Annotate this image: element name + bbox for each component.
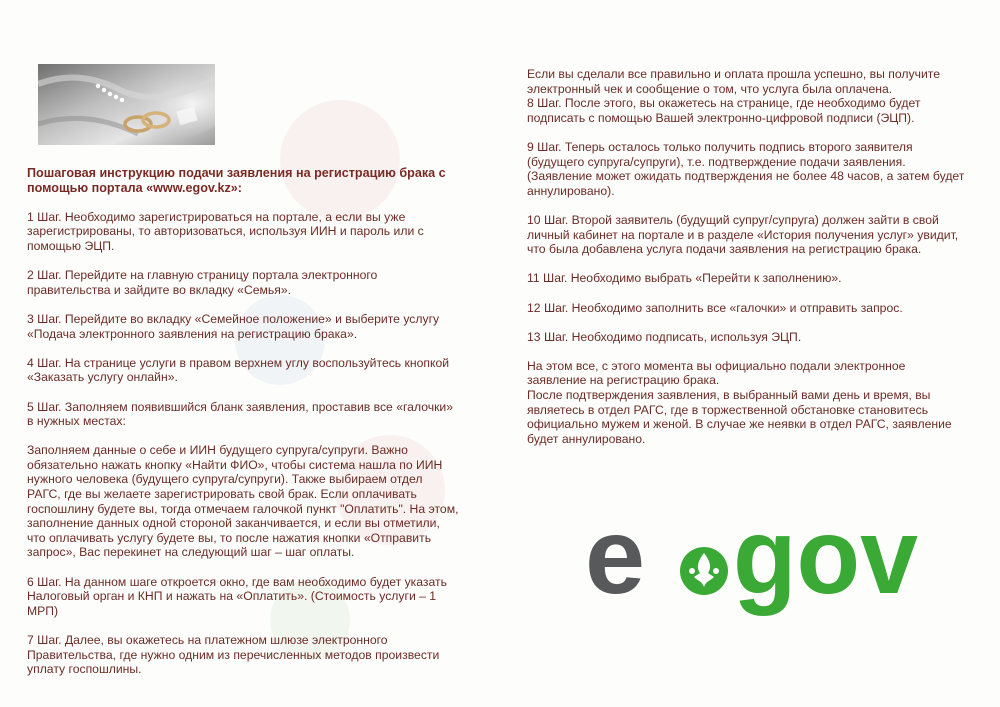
emblem-icon bbox=[680, 547, 728, 595]
step-11: 11 Шаг. Необходимо выбрать «Перейти к заполнению». bbox=[527, 271, 842, 286]
wedding-rings-photo bbox=[38, 64, 215, 145]
step-5-details: Заполняем данные о себе и ИИН будущего супруга/супруги. Важно обязательно нажать кнопку «Найти ФИО», чтобы система нашла по ИИН нужного человека (будущего супруга/супруги). Также выбираем отдел РАГС, где вы желаете зарегистрировать свой брак. Если оплачивать госпошлину будете вы, тогда отмечаем галочкой пункт "Оплатить". На этом, заполнение данных одной стороной заканчивается, и если вы отметили, что оплачивать услугу будете вы, то после нажатия кнопки «Отправить запрос», Вас перекинет на следующий шаг – шаг оплаты. bbox=[27, 443, 459, 560]
step-7: 7 Шаг. Далее, вы окажетесь на платежном шлюзе электронного Правительства, где нужно одним из перечисленных методов произвести уплату госпошлины. bbox=[27, 633, 440, 677]
step-10: 10 Шаг. Второй заявитель (будущий супруг/супруга) должен зайти в свой личный кабинет на портале и в разделе «История получения услуг» увидит, что была добавлена услуга подачи заявления на регистрацию брака. bbox=[527, 212, 959, 257]
step-13: 13 Шаг. Необходимо подписать, используя ЭЦП. bbox=[527, 329, 802, 344]
step-1: 1 Шаг. Необходимо зарегистрироваться на портале, а если вы уже зарегистрированы, то авторизоваться, используя ИИН и пароль или с помощью ЭЦП. bbox=[27, 209, 424, 253]
left-column bbox=[27, 166, 459, 691]
step-12: 12 Шаг. Необходимо заполнить все «галочки» и отправить запрос. bbox=[527, 300, 903, 315]
step-3: 3 Шаг. Перейдите во вкладку «Семейное положение» и выберите услугу «Подача электронного заявления на регистрацию брака». bbox=[27, 311, 440, 341]
step-5: 5 Шаг. Заполняем появившийся бланк заявления, проставив все «галочки» в нужных местах: bbox=[27, 399, 453, 429]
right-column bbox=[527, 67, 967, 461]
payment-success-and-step-8: Если вы сделали все правильно и оплата прошла успешно, вы получите электронный чек и сообщение о том, что услуга была оплачена. 8 Шаг. После этого, вы окажетесь на странице, где необходимо будет подписать с помощью Вашей электронно-цифровой подписи (ЭЦП). bbox=[527, 67, 940, 125]
logo-text-gov: gov bbox=[733, 505, 918, 616]
step-2: 2 Шаг. Перейдите на главную страницу портала электронного правительства и зайдите во вкладку «Семья». bbox=[27, 268, 378, 297]
step-9: 9 Шаг. Теперь осталось только получить подпись второго заявителя (будущего супруга/супруги), т.е. подтверждение подачи заявления. (Заявление может ожидать подтверждения не более 48 часов, а затем будет аннулировано). bbox=[527, 139, 965, 198]
logo-letter-e: e bbox=[585, 505, 646, 616]
egov-logo bbox=[585, 505, 920, 623]
conclusion: На этом все, с этого момента вы официально подали электронное заявление на регистрацию брака. После подтверждения заявления, в выбранный вами день и время, вы являетесь в отдел РАГС, где в торжественной обстановке становитесь официально мужем и женой. В случае же неявки в отдел РАГС, заявление будет аннулировано. bbox=[527, 358, 952, 446]
instruction-heading: Пошаговая инструкцию подачи заявления на регистрацию брака с помощью портала «www.egov.kz»: bbox=[27, 166, 446, 195]
step-6: 6 Шаг. На данном шаге откроется окно, где вам необходимо будет указать Налоговый орган и КНП и нажать на «Оплатить». (Стоимость услуги – 1 МРП) bbox=[27, 574, 447, 618]
step-4: 4 Шаг. На странице услуги в правом верхнем углу воспользуйтесь кнопкой «Заказать услугу онлайн». bbox=[27, 355, 450, 385]
